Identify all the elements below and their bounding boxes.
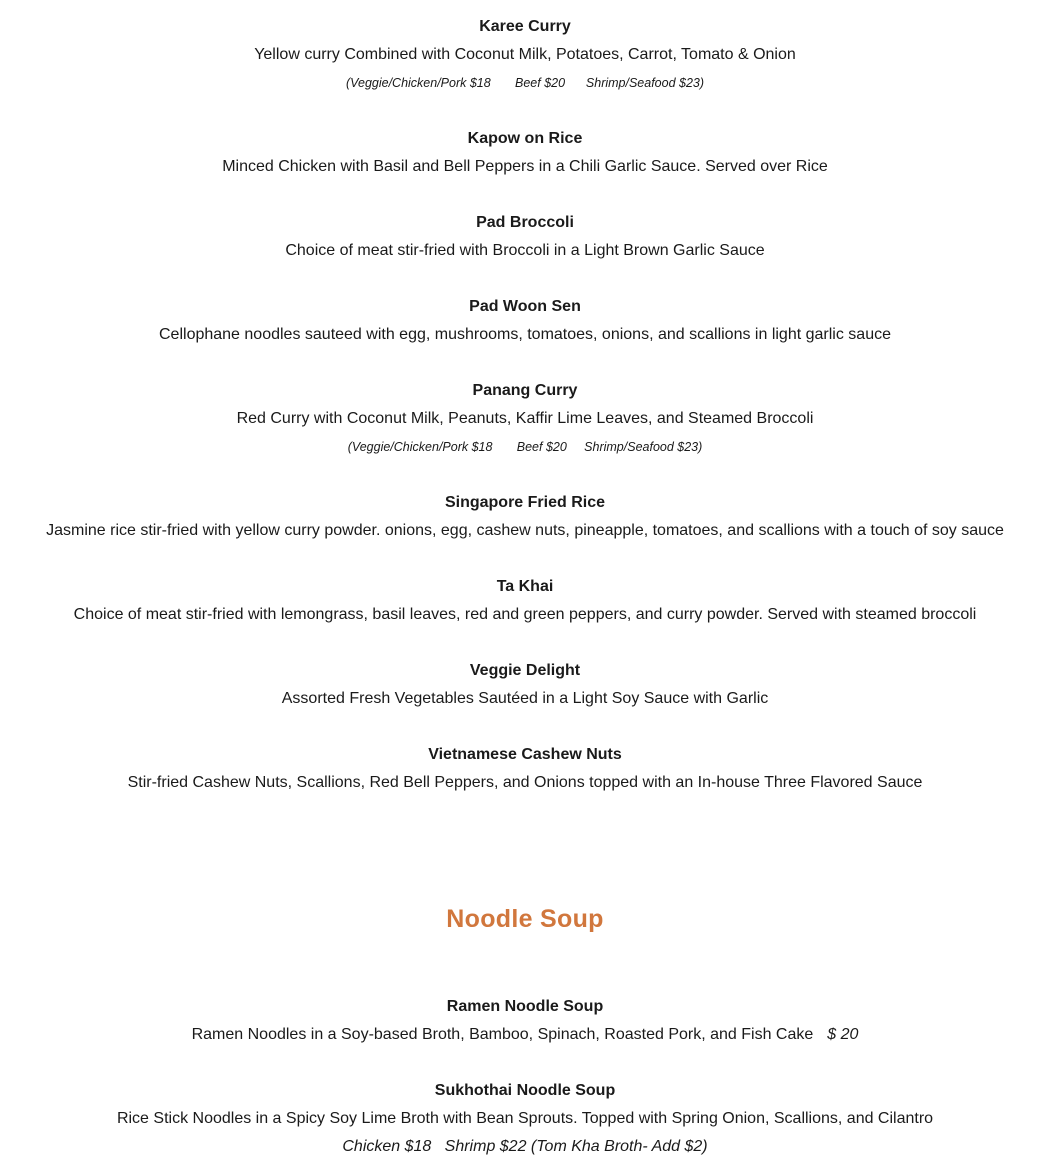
item-price: $ 20 bbox=[827, 1026, 859, 1043]
item-name: Sukhothai Noodle Soup bbox=[434, 1082, 616, 1099]
item-prices: (Veggie/Chicken/Pork $18 Beef $20 Shrimp/Seafood $23) bbox=[347, 440, 703, 454]
item-description: Red Curry with Coconut Milk, Peanuts, Kaffir Lime Leaves, and Steamed Broccoli bbox=[236, 410, 814, 427]
item-description: Yellow curry Combined with Coconut Milk, Potatoes, Carrot, Tomato & Onion bbox=[254, 46, 796, 63]
item-description: Choice of meat stir-fried with lemongrass, basil leaves, red and green peppers, and curry powder. Served with steamed broccoli bbox=[73, 606, 977, 623]
item-name: Pad Woon Sen bbox=[469, 298, 581, 315]
item-description: Stir-fried Cashew Nuts, Scallions, Red Bell Peppers, and Onions topped with an In-house Three Flavored Sauce bbox=[127, 774, 923, 791]
item-description: Jasmine rice stir-fried with yellow curry powder. onions, egg, cashew nuts, pineapple, tomatoes, and scallions with a touch of soy sauce bbox=[46, 522, 1004, 539]
menu-item-kapow-on-rice bbox=[0, 128, 1050, 178]
item-prices: (Veggie/Chicken/Pork $18 Beef $20 Shrimp/Seafood $23) bbox=[345, 76, 705, 90]
item-name: Pad Broccoli bbox=[476, 214, 574, 231]
item-name: Vietnamese Cashew Nuts bbox=[428, 746, 622, 763]
item-name: Singapore Fried Rice bbox=[444, 494, 606, 511]
item-description-row bbox=[0, 1024, 1050, 1046]
item-description: Choice of meat stir-fried with Broccoli in a Light Brown Garlic Sauce bbox=[285, 242, 765, 259]
item-name: Ta Khai bbox=[496, 578, 554, 595]
menu-item-singapore-fried-rice bbox=[0, 492, 1050, 542]
item-name: Veggie Delight bbox=[469, 662, 581, 679]
item-name: Panang Curry bbox=[472, 382, 578, 399]
menu-item-karee-curry bbox=[0, 16, 1050, 92]
item-description: Ramen Noodles in a Soy-based Broth, Bamboo, Spinach, Roasted Pork, and Fish Cake bbox=[191, 1026, 814, 1043]
item-prices: Chicken $18 Shrimp $22 (Tom Kha Broth- Add $2) bbox=[342, 1138, 708, 1155]
item-description: Minced Chicken with Basil and Bell Peppers in a Chili Garlic Sauce. Served over Rice bbox=[222, 158, 828, 175]
item-name: Ramen Noodle Soup bbox=[446, 998, 604, 1015]
menu-item-vietnamese-cashew-nuts bbox=[0, 744, 1050, 794]
menu-item-ramen-noodle-soup bbox=[0, 996, 1050, 1046]
menu-item-panang-curry bbox=[0, 380, 1050, 456]
menu-item-pad-woon-sen bbox=[0, 296, 1050, 346]
section-title-noodle-soup: Noodle Soup bbox=[446, 905, 604, 933]
item-name: Karee Curry bbox=[479, 18, 571, 35]
menu-item-sukhothai-noodle-soup bbox=[0, 1080, 1050, 1158]
menu-item-ta-khai bbox=[0, 576, 1050, 626]
item-description: Cellophane noodles sauteed with egg, mushrooms, tomatoes, onions, and scallions in light garlic sauce bbox=[159, 326, 891, 343]
item-name: Kapow on Rice bbox=[467, 130, 583, 147]
menu-item-veggie-delight bbox=[0, 660, 1050, 710]
item-description: Assorted Fresh Vegetables Sautéed in a Light Soy Sauce with Garlic bbox=[281, 690, 769, 707]
menu-item-pad-broccoli bbox=[0, 212, 1050, 262]
item-description: Rice Stick Noodles in a Spicy Soy Lime Broth with Bean Sprouts. Topped with Spring Onion, Scallions, and Cilantro bbox=[116, 1110, 934, 1127]
